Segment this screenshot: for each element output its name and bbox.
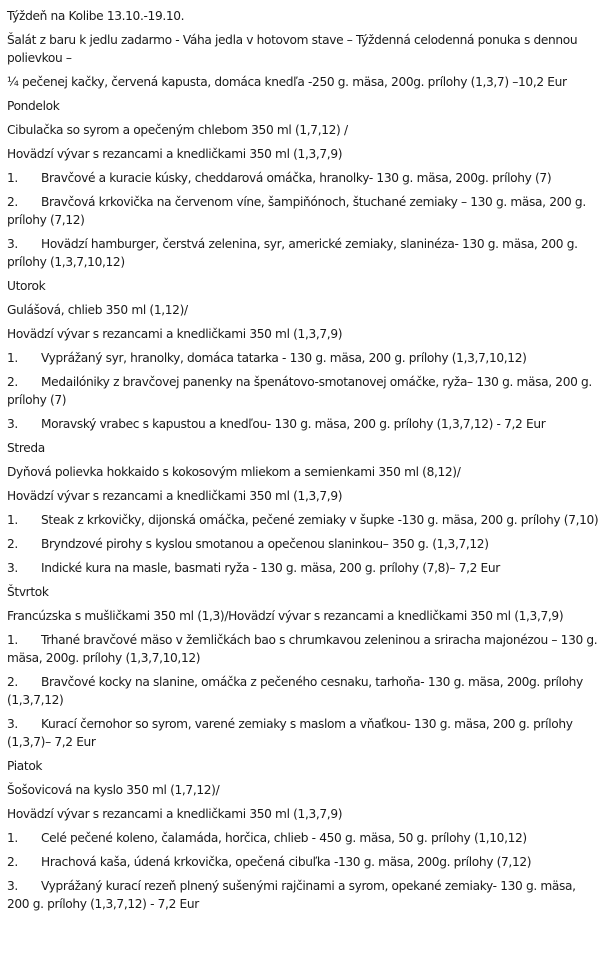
soup: Hovädzí vývar s rezancami a knedličkami 350 ml (1,3,7,9) — [7, 807, 343, 821]
meal-item — [7, 346, 600, 370]
meal-text: Moravský vrabec s kapustou a knedľou- 130 g. mäsa, 200 g. prílohy (1,3,7,12) - 7,2 Eur — [41, 417, 546, 431]
meal-item — [7, 850, 600, 874]
soup: Gulášová, chlieb 350 ml (1,12)/ — [7, 303, 188, 317]
meal-number: 2. — [7, 195, 18, 209]
meal-item — [7, 370, 600, 412]
soup: Dyňová polievka hokkaido s kokosovým mliekom a semienkami 350 ml (8,12)/ — [7, 465, 461, 479]
meal-text: Celé pečené koleno, čalamáda, horčica, chlieb - 450 g. mäsa, 50 g. prílohy (1,10,12) — [41, 831, 527, 845]
meal-item — [7, 628, 600, 670]
day-heading-thursday: Štvrtok — [7, 585, 49, 599]
meal-text: Bravčové a kuracie kúsky, cheddarová omáčka, hranolky- 130 g. mäsa, 200g. prílohy (7) — [41, 171, 552, 185]
meal-number: 3. — [7, 879, 18, 893]
meal-number: 1. — [7, 513, 18, 527]
meal-number: 1. — [7, 351, 18, 365]
menu-intro: Šalát z baru k jedlu zadarmo - Váha jedla v hotovom stave – Týždenná celodenná ponuka s dennou polievkou – — [7, 33, 578, 65]
meal-item — [7, 670, 600, 712]
meal-text: Bryndzové pirohy s kyslou smotanou a opečenou slaninkou– 350 g. (1,3,7,12) — [41, 537, 489, 551]
day-heading-wednesday: Streda — [7, 441, 45, 455]
meal-text: Hrachová kaša, údená krkovička, opečená cibuľka -130 g. mäsa, 200g. prílohy (7,12) — [41, 855, 532, 869]
weekly-special: ¼ pečenej kačky, červená kapusta, domáca knedľa -250 g. mäsa, 200g. prílohy (1,3,7) –10,2 Eur — [7, 75, 567, 89]
meal-text: Bravčové kocky na slanine, omáčka z pečeného cesnaku, tarhoňa- 130 g. mäsa, 200g. prílohy (1,3,7,12) — [7, 675, 583, 707]
meal-text: Kurací černohor so syrom, varené zemiaky s maslom a vňaťkou- 130 g. mäsa, 200 g. prílohy (1,3,7)– 7,2 Eur — [7, 717, 573, 749]
day-heading-tuesday: Utorok — [7, 279, 46, 293]
meal-text: Steak z krkovičky, dijonská omáčka, pečené zemiaky v šupke -130 g. mäsa, 200 g. prílohy (7,10) — [41, 513, 599, 527]
meal-text: Vyprážaný syr, hranolky, domáca tatarka - 130 g. mäsa, 200 g. prílohy (1,3,7,10,12) — [41, 351, 527, 365]
meal-number: 3. — [7, 561, 18, 575]
meal-number: 2. — [7, 675, 18, 689]
meal-number: 2. — [7, 855, 18, 869]
day-heading-friday: Piatok — [7, 759, 43, 773]
soup: Francúzska s mušličkami 350 ml (1,3)/Hovädzí vývar s rezancami a knedličkami 350 ml (1,3,7,9) — [7, 609, 564, 623]
meal-number: 2. — [7, 375, 18, 389]
meal-number: 3. — [7, 717, 18, 731]
meal-text: Vyprážaný kurací rezeň plnený sušenými rajčinami a syrom, opekané zemiaky- 130 g. mäsa, 200 g. prílohy (1,3,7,12) - 7,2 Eur — [7, 879, 576, 911]
soup: Šošovicová na kyslo 350 ml (1,7,12)/ — [7, 783, 220, 797]
meal-text: Trhané bravčové mäso v žemličkách bao s chrumkavou zeleninou a sriracha majonézou – 130 g. mäsa, 200g. prílohy (1,3,7,10,12) — [7, 633, 598, 665]
soup: Hovädzí vývar s rezancami a knedličkami 350 ml (1,3,7,9) — [7, 327, 343, 341]
meal-number: 2. — [7, 537, 18, 551]
meal-item — [7, 712, 600, 754]
meal-item — [7, 166, 600, 190]
meal-item — [7, 532, 600, 556]
meal-item — [7, 412, 600, 436]
meal-item — [7, 508, 600, 532]
meal-number: 1. — [7, 831, 18, 845]
menu-title: Týždeň na Kolibe 13.10.-19.10. — [7, 9, 185, 23]
meal-number: 3. — [7, 237, 18, 251]
meal-item — [7, 874, 600, 916]
meal-text: Indické kura na masle, basmati ryža - 130 g. mäsa, 200 g. prílohy (7,8)– 7,2 Eur — [41, 561, 500, 575]
meal-item — [7, 190, 600, 232]
soup: Hovädzí vývar s rezancami a knedličkami 350 ml (1,3,7,9) — [7, 489, 343, 503]
day-heading-monday: Pondelok — [7, 99, 60, 113]
meal-number: 1. — [7, 171, 18, 185]
meal-text: Medailóniky z bravčovej panenky na špenátovo-smotanovej omáčke, ryža– 130 g. mäsa, 200 g. prílohy (7) — [7, 375, 592, 407]
soup: Cibulačka so syrom a opečeným chlebom 350 ml (1,7,12) / — [7, 123, 348, 137]
meal-item — [7, 556, 600, 580]
meal-number: 3. — [7, 417, 18, 431]
meal-text: Bravčová krkovička na červenom víne, šampiňónoch, štuchané zemiaky – 130 g. mäsa, 200 g. prílohy (7,12) — [7, 195, 586, 227]
meal-item — [7, 232, 600, 274]
soup: Hovädzí vývar s rezancami a knedličkami 350 ml (1,3,7,9) — [7, 147, 343, 161]
meal-number: 1. — [7, 633, 18, 647]
meal-item — [7, 826, 600, 850]
meal-text: Hovädzí hamburger, čerstvá zelenina, syr, americké zemiaky, slaninéza- 130 g. mäsa, 200 g. prílohy (1,3,7,10,12) — [7, 237, 578, 269]
